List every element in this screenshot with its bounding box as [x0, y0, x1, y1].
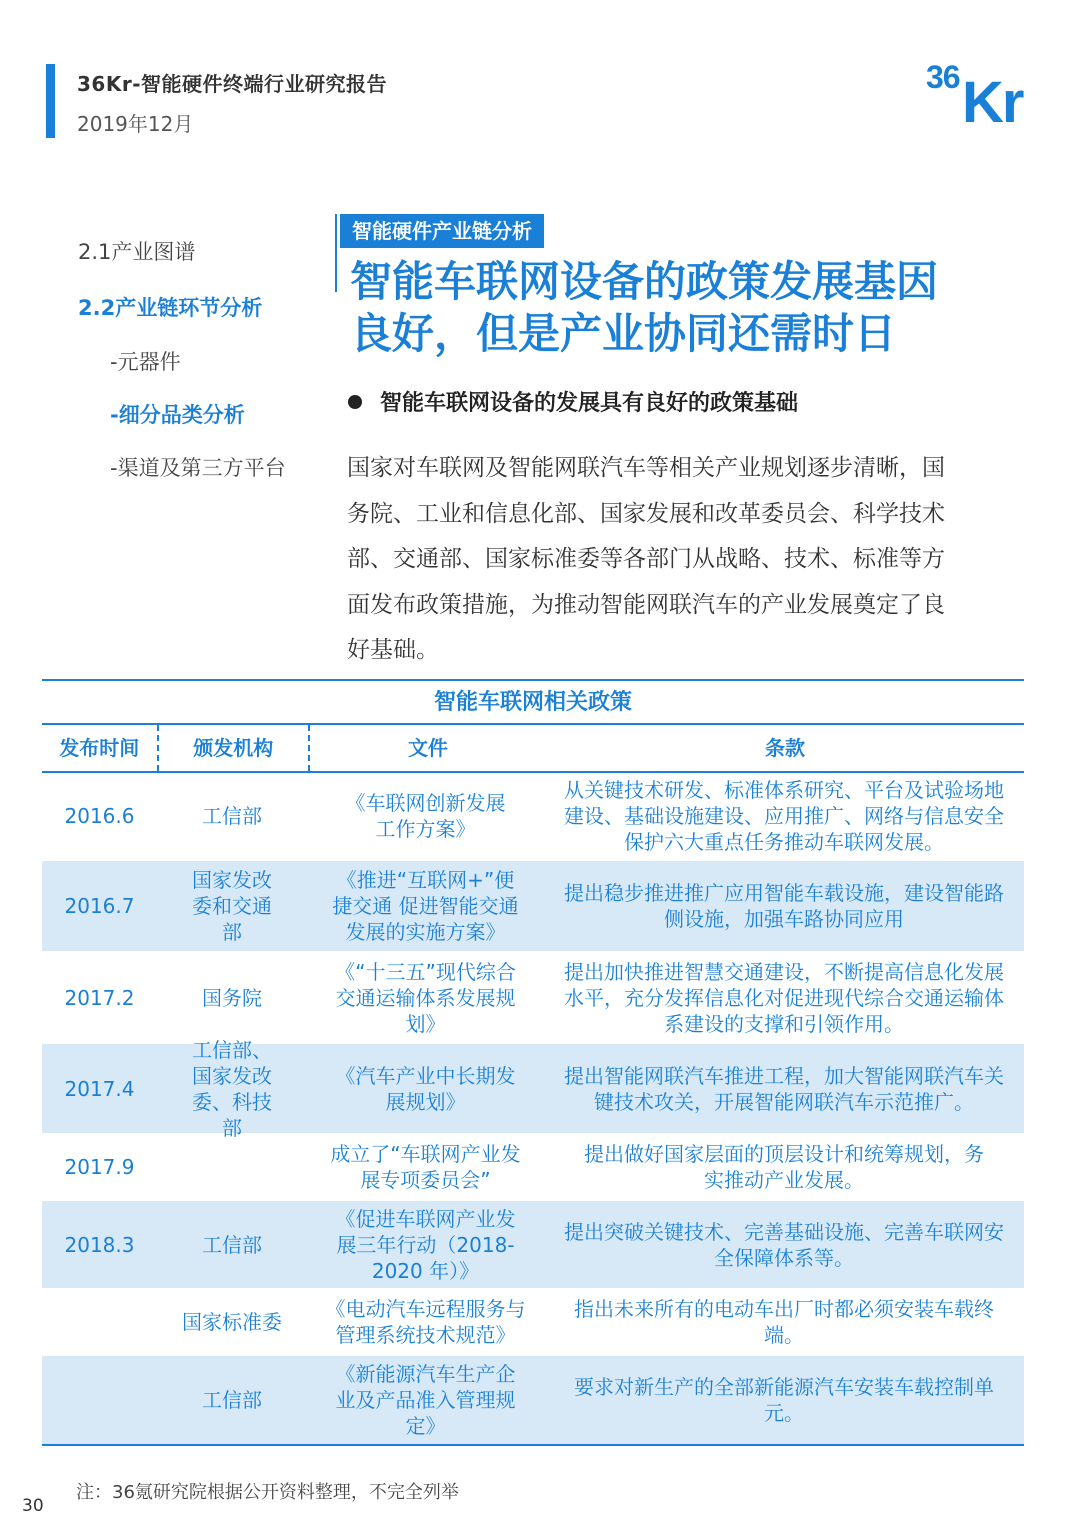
- cell-org: 工信部: [202, 804, 262, 828]
- header-doc: 文件: [407, 736, 448, 760]
- nav-item-2-2[interactable]: 2.2产业链环节分析: [78, 296, 263, 320]
- cell-doc: 《“十三五”现代综合交通运输体系发展规划》: [335, 959, 516, 1036]
- cell-clause: 从关键技术研发、标准体系研究、平台及试验场地建设、基础设施建设、应用推广、网络与信息安全保护六大重点任务推动车联网发展。: [564, 778, 1004, 854]
- table-title: 智能车联网相关政策: [42, 679, 1024, 725]
- cell-clause: 提出稳步推进推广应用智能车载设施，建设智能路侧设施，加强车路协同应用: [564, 881, 1004, 931]
- cell-org: 国家发改委和交通部: [192, 868, 272, 944]
- cell-doc: 成立了“车联网产业发展专项委员会”: [330, 1142, 521, 1192]
- svg-text:36: 36: [926, 60, 960, 95]
- table-header: [42, 725, 1024, 773]
- cell-date: 2017.4: [64, 1076, 135, 1101]
- report-title: 36Kr-智能硬件终端行业研究报告: [77, 72, 387, 96]
- cell-clause: 指出未来所有的电动车出厂时都必须安装车载终端。: [574, 1297, 994, 1347]
- cell-clause: 提出加快推进智慧交通建设，不断提高信息化发展水平，充分发挥信息化对促进现代综合交通运输体系建设的支撑和引领作用。: [564, 959, 1004, 1036]
- headline-line-2: 良好，但是产业协同还需时日: [350, 309, 897, 358]
- cell-org: 国家标准委: [182, 1310, 282, 1334]
- cell-org: 工信部: [202, 1232, 262, 1257]
- cell-date: 2017.2: [64, 985, 135, 1010]
- table-row: [42, 861, 1024, 951]
- bullet-icon: [348, 395, 362, 409]
- nav-item-channels[interactable]: -渠道及第三方平台: [110, 456, 286, 480]
- table-row: [42, 1201, 1024, 1288]
- cell-org: 国务院: [202, 985, 262, 1010]
- svg-text:Kr: Kr: [962, 70, 1023, 130]
- table-row: [42, 1135, 1024, 1199]
- cell-doc: 《新能源汽车生产企业及产品准入管理规定》: [335, 1362, 516, 1438]
- nav-item-components[interactable]: -元器件: [110, 350, 181, 374]
- source-note: 注：36氪研究院根据公开资料整理，不完全列举: [76, 1482, 459, 1503]
- cell-clause: 提出智能网联汽车推进工程，加大智能网联汽车关键技术攻关，开展智能网联汽车示范推广。: [564, 1063, 1004, 1114]
- cell-doc: 《车联网创新发展工作方案》: [345, 791, 506, 841]
- nav-item-2-1[interactable]: 2.1产业图谱: [78, 240, 196, 264]
- table-row: [42, 1037, 1024, 1140]
- body-paragraph: 国家对车联网及智能网联汽车等相关产业规划逐步清晰，国务院、工业和信息化部、国家发展和改革委员会、科学技术部、交通部、国家标准委等各部门从战略、技术、标准等方面发布政策措施，为推动智能网联汽车的产业发展奠定了良好基础。: [347, 455, 945, 663]
- cell-date: 2016.7: [64, 894, 135, 918]
- table-row: [42, 1356, 1024, 1444]
- cell-doc: 《推进“互联网+”便捷交通 促进智能交通发展的实施方案》: [332, 868, 519, 944]
- cell-doc: 《促进车联网产业发展三年行动（2018-2020 年）》: [335, 1206, 516, 1283]
- table-row: [42, 1290, 1024, 1354]
- cell-date: 2018.3: [64, 1232, 135, 1257]
- cell-date: 2017.9: [64, 1155, 135, 1179]
- cell-clause: 要求对新生产的全部新能源汽车安装车载控制单元。: [574, 1375, 994, 1425]
- page-number: 30: [22, 1496, 44, 1516]
- nav-item-category-analysis[interactable]: -细分品类分析: [110, 403, 245, 427]
- cell-doc: 《电动汽车远程服务与管理系统技术规范》: [325, 1297, 526, 1347]
- cell-org: 工信部、国家发改委、科技部: [192, 1037, 272, 1140]
- report-date: 2019年12月: [77, 112, 194, 136]
- header-date: 发布时间: [42, 725, 159, 771]
- cell-clause: 提出做好国家层面的顶层设计和统筹规划，务实推动产业发展。: [584, 1142, 984, 1192]
- headline-line-1: 智能车联网设备的政策发展基因: [350, 257, 939, 306]
- header-accent-bar: [46, 64, 55, 138]
- cell-date: 2016.6: [64, 804, 135, 828]
- page-headline: [350, 256, 1010, 360]
- brand-logo: [922, 60, 1042, 130]
- cell-org: 工信部: [202, 1388, 262, 1412]
- table-row: [42, 953, 1024, 1042]
- policy-table: [42, 679, 1024, 1446]
- header-clause: 条款: [764, 736, 805, 760]
- cell-doc: 《汽车产业中长期发展规划》: [335, 1063, 516, 1114]
- table-row: [42, 773, 1024, 859]
- header-org: 颁发机构: [159, 725, 310, 771]
- cell-clause: 提出突破关键技术、完善基础设施、完善车联网安全保障体系等。: [564, 1219, 1004, 1270]
- tag-divider: [335, 214, 337, 292]
- section-tag: 智能硬件产业链分析: [340, 214, 544, 248]
- bullet-heading: 智能车联网设备的发展具有良好的政策基础: [380, 391, 799, 416]
